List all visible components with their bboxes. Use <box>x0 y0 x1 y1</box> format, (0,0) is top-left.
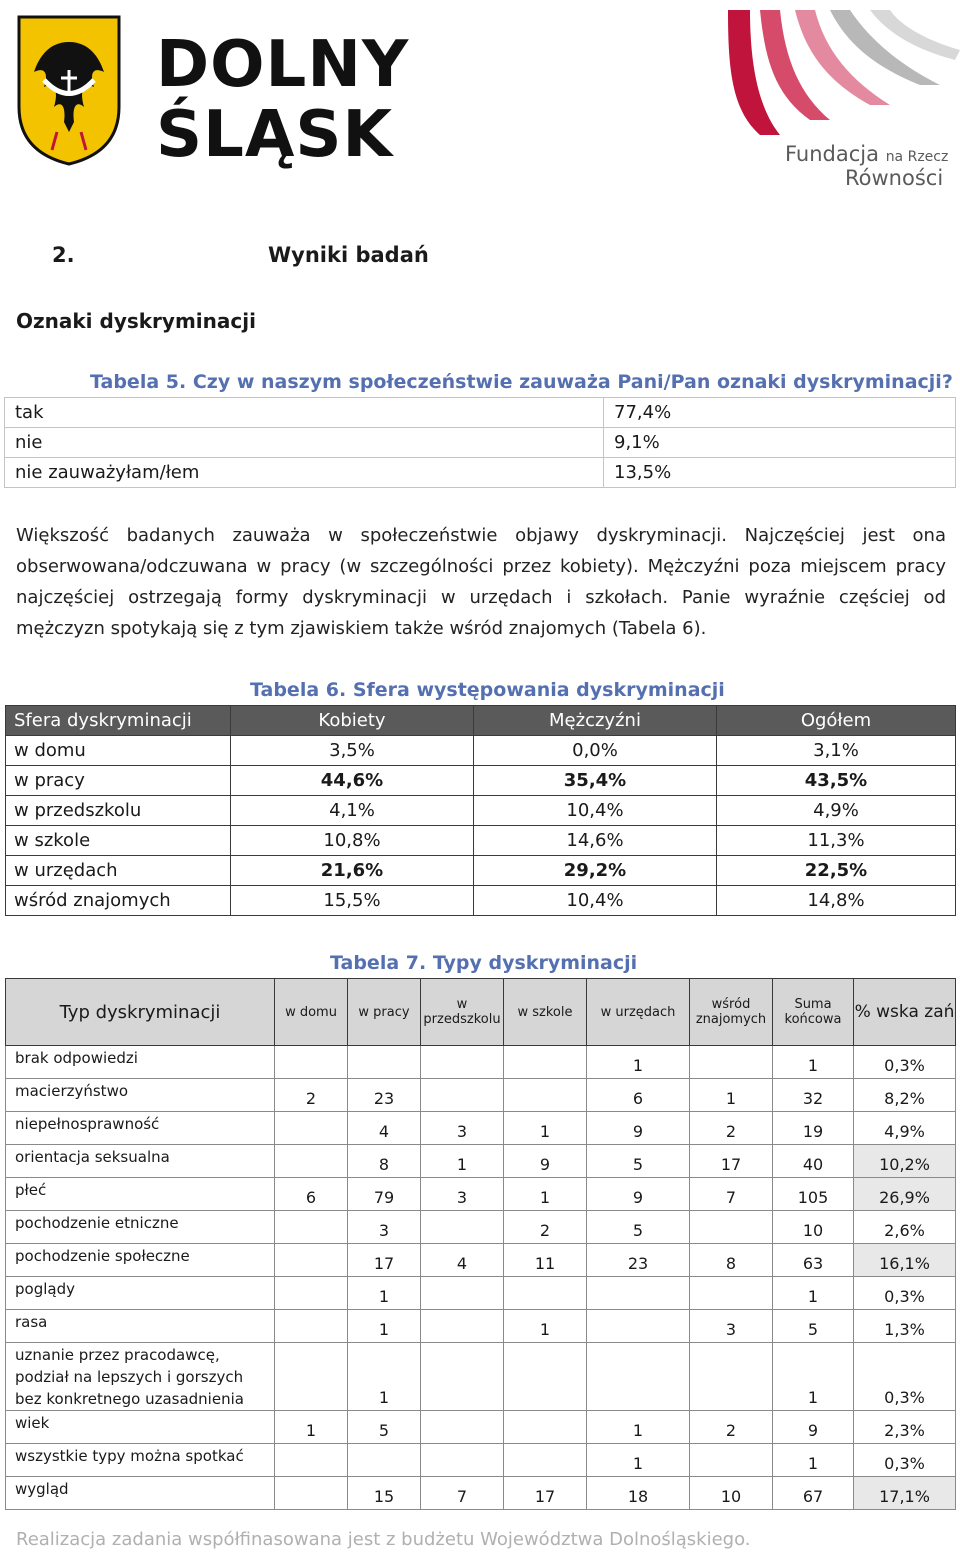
cell: 17 <box>690 1145 773 1178</box>
cell: 1 <box>421 1145 504 1178</box>
table-row <box>6 1211 956 1244</box>
cell: 1 <box>690 1079 773 1112</box>
cell: 1,3% <box>854 1310 956 1343</box>
cell: 3 <box>348 1211 421 1244</box>
cell <box>421 1046 504 1079</box>
cell: 9 <box>504 1145 587 1178</box>
row-label: w domu <box>6 736 231 766</box>
cell <box>504 1079 587 1112</box>
cell: 1 <box>587 1046 690 1079</box>
cell: 2,3% <box>854 1411 956 1444</box>
cell: 0,3% <box>854 1444 956 1477</box>
cell: 15 <box>348 1477 421 1510</box>
table-row <box>6 1145 956 1178</box>
cell: 14,8% <box>717 886 956 916</box>
cell <box>275 1244 348 1277</box>
table-row <box>6 1310 956 1343</box>
row-label: rasa <box>6 1310 275 1343</box>
column-header: Mężczyźni <box>474 706 717 736</box>
cell: 4,1% <box>231 796 474 826</box>
cell: 22,5% <box>717 856 956 886</box>
column-header: Ogółem <box>717 706 956 736</box>
column-header: w pracy <box>348 979 421 1046</box>
row-label: wszystkie typy można spotkać <box>6 1444 275 1477</box>
cell: 8,2% <box>854 1079 956 1112</box>
cell <box>421 1343 504 1411</box>
cell: 1 <box>348 1277 421 1310</box>
cell: 8 <box>690 1244 773 1277</box>
cell <box>421 1444 504 1477</box>
cell: 26,9% <box>854 1178 956 1211</box>
cell <box>275 1343 348 1411</box>
row-label: uznanie przez pracodawcę, podział na lepszych i gorszych bez konkretnego uzasadnienia <box>6 1343 275 1411</box>
cell: 44,6% <box>231 766 474 796</box>
cell <box>275 1046 348 1079</box>
cell <box>504 1046 587 1079</box>
cell: 11 <box>504 1244 587 1277</box>
table-row <box>6 1343 956 1411</box>
footer-note: Realizacja zadania współfinasowana jest z budżetu Województwa Dolnośląskiego. <box>16 1529 751 1550</box>
row-label: pochodzenie etniczne <box>6 1211 275 1244</box>
cell: 17,1% <box>854 1477 956 1510</box>
cell <box>421 1310 504 1343</box>
row-label: wygląd <box>6 1477 275 1510</box>
table-row <box>5 458 956 488</box>
row-label: macierzyństwo <box>6 1079 275 1112</box>
table-row <box>6 1112 956 1145</box>
cell: 29,2% <box>474 856 717 886</box>
table-row <box>5 398 956 428</box>
column-header: Suma końcowa <box>773 979 854 1046</box>
coat-of-arms-logo <box>14 12 124 168</box>
row-label: w szkole <box>6 826 231 856</box>
cell: 1 <box>773 1343 854 1411</box>
cell: 32 <box>773 1079 854 1112</box>
table-row <box>6 766 956 796</box>
cell: 6 <box>587 1079 690 1112</box>
table-row <box>6 796 956 826</box>
table5-caption: Tabela 5. Czy w naszym społeczeństwie zauważa Pani/Pan oznaki dyskryminacji? <box>90 371 953 393</box>
cell: 15,5% <box>231 886 474 916</box>
cell: 5 <box>587 1145 690 1178</box>
cell: 1 <box>587 1444 690 1477</box>
table-row <box>6 1411 956 1444</box>
row-label: wiek <box>6 1411 275 1444</box>
table-row <box>6 1079 956 1112</box>
cell <box>504 1343 587 1411</box>
cell: 10,8% <box>231 826 474 856</box>
table-header-row <box>6 706 956 736</box>
table-row <box>6 886 956 916</box>
column-header: % wska zań <box>854 979 956 1046</box>
cell: 40 <box>773 1145 854 1178</box>
cell: 4,9% <box>854 1112 956 1145</box>
cell: 19 <box>773 1112 854 1145</box>
table5-label: nie <box>5 428 604 458</box>
cell <box>587 1277 690 1310</box>
cell: 3 <box>421 1178 504 1211</box>
column-header: Kobiety <box>231 706 474 736</box>
column-header: w szkole <box>504 979 587 1046</box>
row-label: brak odpowiedzi <box>6 1046 275 1079</box>
table-row <box>6 1477 956 1510</box>
cell: 0,3% <box>854 1343 956 1411</box>
section-title: Wyniki badań <box>268 243 429 267</box>
cell: 1 <box>348 1343 421 1411</box>
cell: 1 <box>773 1277 854 1310</box>
subsection-title: Oznaki dyskryminacji <box>16 309 256 333</box>
cell: 67 <box>773 1477 854 1510</box>
table5-value: 9,1% <box>604 428 956 458</box>
cell: 4,9% <box>717 796 956 826</box>
cell <box>690 1444 773 1477</box>
cell <box>421 1411 504 1444</box>
cell: 4 <box>421 1244 504 1277</box>
cell: 0,3% <box>854 1046 956 1079</box>
table-row <box>5 428 956 458</box>
cell <box>421 1277 504 1310</box>
table-row <box>6 1277 956 1310</box>
table7 <box>5 978 956 1510</box>
cell: 35,4% <box>474 766 717 796</box>
cell: 2 <box>690 1112 773 1145</box>
cell: 23 <box>587 1244 690 1277</box>
cell: 0,0% <box>474 736 717 766</box>
cell: 2 <box>275 1079 348 1112</box>
row-label: wśród znajomych <box>6 886 231 916</box>
cell <box>690 1046 773 1079</box>
cell: 8 <box>348 1145 421 1178</box>
table5-value: 13,5% <box>604 458 956 488</box>
dolny-slask-logo: DOLNY ŚLĄSK <box>156 28 410 172</box>
cell: 10,4% <box>474 886 717 916</box>
cell: 63 <box>773 1244 854 1277</box>
row-label: pochodzenie społeczne <box>6 1244 275 1277</box>
table-header-row <box>6 979 956 1046</box>
cell: 10,2% <box>854 1145 956 1178</box>
section-number: 2. <box>52 243 75 267</box>
cell <box>348 1444 421 1477</box>
cell <box>587 1310 690 1343</box>
cell: 79 <box>348 1178 421 1211</box>
column-header: w domu <box>275 979 348 1046</box>
row-label: w pracy <box>6 766 231 796</box>
cell <box>587 1343 690 1411</box>
column-header: wśród znajomych <box>690 979 773 1046</box>
fundacja-name-line1: Fundacja na Rzecz <box>785 142 949 166</box>
column-header: Typ dyskryminacji <box>6 979 275 1046</box>
column-header: w urzędach <box>587 979 690 1046</box>
cell: 11,3% <box>717 826 956 856</box>
cell: 1 <box>348 1310 421 1343</box>
cell: 1 <box>504 1178 587 1211</box>
cell: 1 <box>773 1444 854 1477</box>
cell <box>275 1310 348 1343</box>
cell <box>275 1112 348 1145</box>
table-row <box>6 1046 956 1079</box>
cell: 5 <box>773 1310 854 1343</box>
cell: 5 <box>348 1411 421 1444</box>
cell: 2 <box>690 1411 773 1444</box>
cell: 43,5% <box>717 766 956 796</box>
cell: 1 <box>504 1310 587 1343</box>
cell <box>348 1046 421 1079</box>
cell: 14,6% <box>474 826 717 856</box>
fundacja-name-line2: Równości <box>845 166 944 190</box>
cell <box>275 1444 348 1477</box>
table-row <box>6 1244 956 1277</box>
table7-caption: Tabela 7. Typy dyskryminacji <box>330 952 638 974</box>
cell: 3 <box>421 1112 504 1145</box>
cell: 10,4% <box>474 796 717 826</box>
body-paragraph: Większość badanych zauważa w społeczeństwie objawy dyskryminacji. Najczęściej jest ona obserwowana/odczuwana w pracy (w szczególności przez kobiety). Mężczyźni poza miejscem pracy najczęściej ostrzegają formy dyskryminacji w urzędach i szkołach. Panie wyraźnie częściej od mężczyzn spotykają się z tym zjawiskiem także wśród znajomych (Tabela 6). <box>16 525 946 639</box>
cell: 3,1% <box>717 736 956 766</box>
cell: 0,3% <box>854 1277 956 1310</box>
cell: 10 <box>773 1211 854 1244</box>
cell: 6 <box>275 1178 348 1211</box>
cell <box>275 1277 348 1310</box>
cell: 3,5% <box>231 736 474 766</box>
cell: 9 <box>587 1178 690 1211</box>
cell <box>275 1477 348 1510</box>
cell: 16,1% <box>854 1244 956 1277</box>
cell <box>690 1211 773 1244</box>
cell: 18 <box>587 1477 690 1510</box>
table5-label: tak <box>5 398 604 428</box>
cell: 1 <box>587 1411 690 1444</box>
table5-label: nie zauważyłam/łem <box>5 458 604 488</box>
cell: 2 <box>504 1211 587 1244</box>
cell <box>690 1277 773 1310</box>
cell: 2,6% <box>854 1211 956 1244</box>
cell: 3 <box>690 1310 773 1343</box>
cell: 1 <box>773 1046 854 1079</box>
table6 <box>5 705 956 916</box>
cell <box>690 1343 773 1411</box>
cell: 7 <box>421 1477 504 1510</box>
table5-value: 77,4% <box>604 398 956 428</box>
cell <box>275 1145 348 1178</box>
row-label: płeć <box>6 1178 275 1211</box>
cell: 4 <box>348 1112 421 1145</box>
column-header: Sfera dyskryminacji <box>6 706 231 736</box>
table-row <box>6 1444 956 1477</box>
cell: 1 <box>275 1411 348 1444</box>
cell: 21,6% <box>231 856 474 886</box>
cell: 105 <box>773 1178 854 1211</box>
table-row <box>6 1178 956 1211</box>
row-label: niepełnosprawność <box>6 1112 275 1145</box>
table-row <box>6 736 956 766</box>
cell: 9 <box>587 1112 690 1145</box>
table-row <box>6 856 956 886</box>
cell: 23 <box>348 1079 421 1112</box>
table6-caption: Tabela 6. Sfera występowania dyskryminacji <box>250 679 725 701</box>
row-label: orientacja seksualna <box>6 1145 275 1178</box>
column-header: w przedszkolu <box>421 979 504 1046</box>
cell: 5 <box>587 1211 690 1244</box>
table-row <box>6 826 956 856</box>
cell: 17 <box>348 1244 421 1277</box>
cell <box>504 1444 587 1477</box>
cell <box>275 1211 348 1244</box>
cell <box>504 1411 587 1444</box>
cell: 10 <box>690 1477 773 1510</box>
row-label: poglądy <box>6 1277 275 1310</box>
cell: 9 <box>773 1411 854 1444</box>
cell: 7 <box>690 1178 773 1211</box>
cell <box>421 1211 504 1244</box>
cell: 17 <box>504 1477 587 1510</box>
table5 <box>4 397 956 488</box>
row-label: w urzędach <box>6 856 231 886</box>
cell: 1 <box>504 1112 587 1145</box>
cell <box>421 1079 504 1112</box>
cell <box>504 1277 587 1310</box>
row-label: w przedszkolu <box>6 796 231 826</box>
